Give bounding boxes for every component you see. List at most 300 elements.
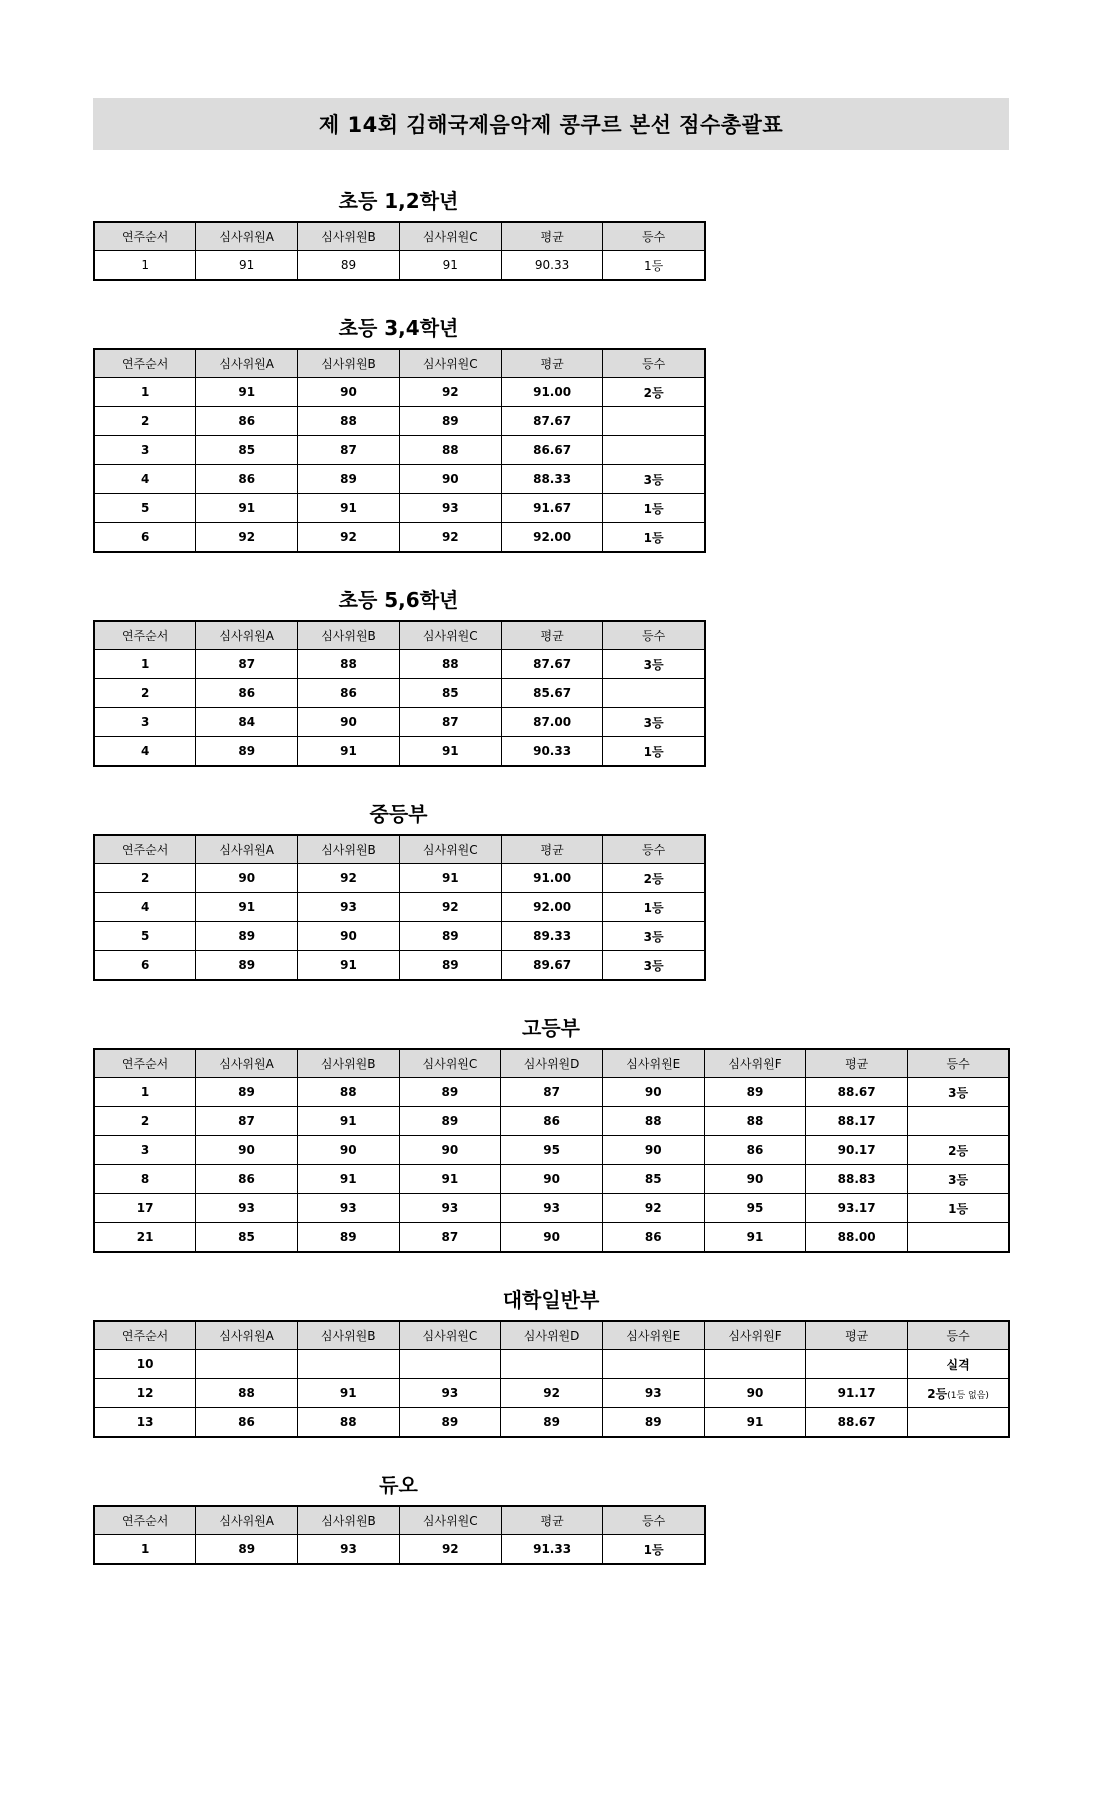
table-cell [196, 436, 298, 465]
table-cell [399, 1223, 501, 1253]
table-cell [501, 407, 603, 436]
cell-value: 92 [543, 1386, 560, 1400]
table-row [94, 679, 705, 708]
cell-value: 86 [238, 472, 256, 486]
cell-value: 86 [238, 686, 256, 700]
sections-container [93, 188, 1009, 1565]
cell-value: 10 [136, 1357, 154, 1371]
cell-value: 3등 [643, 657, 664, 672]
cell-value: 85 [441, 686, 459, 700]
cell-value: 91 [339, 1386, 357, 1400]
table-header-row [94, 1049, 1009, 1078]
column-header: 연주순서 [94, 349, 196, 378]
table-header-row [94, 621, 705, 650]
table-cell [501, 378, 603, 407]
cell-value: 93 [543, 1201, 560, 1215]
table-cell [603, 922, 705, 951]
table-cell [196, 1194, 298, 1223]
cell-value: 93 [340, 1542, 357, 1556]
cell-value: 90 [238, 1143, 255, 1157]
table-cell [196, 1223, 298, 1253]
table-cell [399, 893, 501, 922]
table-cell [196, 708, 298, 737]
table-cell [399, 737, 501, 767]
table-cell [806, 1136, 908, 1165]
cell-value: 1등 [643, 530, 664, 545]
document-title-text: 제 14회 김해국제음악제 콩쿠르 본선 점수총괄표 [318, 113, 784, 137]
table-cell [501, 1350, 603, 1379]
table-cell [399, 1078, 501, 1107]
table-cell [501, 1379, 603, 1408]
table-cell [298, 951, 400, 981]
table-cell [94, 523, 196, 553]
cell-value: 91 [340, 501, 357, 515]
cell-value: 6 [140, 530, 150, 544]
cell-value: 1등 [948, 1201, 969, 1216]
cell-value: 5 [140, 501, 150, 515]
cell-value: 86 [238, 414, 256, 428]
table-cell [399, 1194, 501, 1223]
section-title: 초등 3,4학년 [338, 316, 459, 340]
table-cell [297, 1165, 399, 1194]
cell-value: 90 [340, 385, 357, 399]
table-cell [399, 523, 501, 553]
table-cell [196, 1379, 298, 1408]
table-cell [908, 1223, 1010, 1253]
table-cell [94, 1223, 196, 1253]
table-row [94, 1136, 1009, 1165]
table-header-row [94, 222, 705, 251]
table-cell [399, 407, 501, 436]
column-header: 심사위원A [196, 621, 298, 650]
cell-value: 90 [340, 715, 357, 729]
column-header: 심사위원A [196, 1506, 298, 1535]
cell-value: 89.67 [533, 958, 572, 972]
column-header: 등수 [603, 349, 705, 378]
table-row [94, 893, 705, 922]
table-cell [704, 1136, 806, 1165]
column-header: 심사위원B [298, 835, 400, 864]
cell-value: 2 [140, 1114, 150, 1128]
cell-value: 91 [746, 1230, 764, 1244]
table-cell [501, 679, 603, 708]
column-header: 평균 [501, 222, 603, 251]
table-cell [196, 407, 298, 436]
table-cell [603, 436, 705, 465]
column-header: 심사위원A [196, 349, 298, 378]
table-cell [94, 465, 196, 494]
cell-value: 1등 [643, 744, 664, 759]
cell-value: 86 [340, 686, 357, 700]
table-cell [298, 436, 400, 465]
cell-value: 91 [238, 385, 256, 399]
table-cell [196, 864, 298, 893]
cell-value: 1 [140, 1085, 150, 1099]
column-header: 평균 [501, 621, 603, 650]
cell-value: 6 [140, 958, 150, 972]
section-title: 대학일반부 [502, 1288, 600, 1312]
table-cell [94, 922, 196, 951]
cell-value: 88 [644, 1114, 662, 1128]
cell-value: 2등 [643, 385, 664, 400]
cell-value: 88 [238, 1386, 255, 1400]
table-cell [603, 407, 705, 436]
column-header: 등수 [603, 835, 705, 864]
cell-value: 85 [238, 1230, 255, 1244]
section-5 [93, 1287, 1009, 1438]
cell-value: 90 [340, 929, 357, 943]
cell-value: 17 [136, 1201, 154, 1215]
table-cell [298, 1535, 400, 1565]
table-cell [501, 708, 603, 737]
cell-value: 90 [543, 1230, 560, 1244]
table-cell [501, 1408, 603, 1438]
table-cell [196, 679, 298, 708]
table-row [94, 737, 705, 767]
cell-value: 89 [238, 744, 256, 758]
cell-value: 87.67 [533, 657, 572, 671]
table-row [94, 1535, 705, 1565]
table-cell [603, 679, 705, 708]
table-cell [399, 465, 501, 494]
table-cell [297, 1194, 399, 1223]
cell-value: 실격 [946, 1357, 970, 1372]
table-cell [94, 1136, 196, 1165]
table-header-row [94, 1321, 1009, 1350]
table-cell [298, 378, 400, 407]
cell-value: 3 [140, 1143, 150, 1157]
table-cell [196, 1165, 298, 1194]
cell-value: 91 [441, 871, 459, 885]
table-cell [704, 1165, 806, 1194]
cell-value: 92 [340, 530, 357, 544]
table-row [94, 951, 705, 981]
table-cell [298, 864, 400, 893]
column-header: 평균 [501, 1506, 603, 1535]
cell-value: 89 [238, 1085, 255, 1099]
cell-value: 88 [746, 1114, 764, 1128]
table-row [94, 1350, 1009, 1379]
table-cell [501, 922, 603, 951]
cell-value: 92.00 [533, 530, 572, 544]
cell-value: 1등 [644, 258, 664, 273]
table-cell [298, 708, 400, 737]
table-row [94, 922, 705, 951]
table-cell [94, 864, 196, 893]
column-header: 연주순서 [94, 222, 196, 251]
table-cell [603, 251, 705, 281]
cell-value: 95 [746, 1201, 764, 1215]
cell-value: 90 [644, 1085, 662, 1099]
column-header: 심사위원D [501, 1321, 603, 1350]
table-cell [704, 1223, 806, 1253]
cell-value: 89 [644, 1415, 662, 1429]
cell-value: 89 [340, 472, 357, 486]
table-cell [196, 893, 298, 922]
table-cell [501, 251, 603, 281]
table-cell [501, 1535, 603, 1565]
cell-value: 2등 [948, 1143, 969, 1158]
cell-value: 92 [340, 871, 357, 885]
cell-value: 92.00 [533, 900, 572, 914]
table-cell [602, 1107, 704, 1136]
table-cell [196, 378, 298, 407]
table-row [94, 465, 705, 494]
table-row [94, 1379, 1009, 1408]
table-row [94, 1408, 1009, 1438]
score-table [93, 348, 706, 553]
cell-value: 89 [441, 1114, 459, 1128]
cell-value: 93 [238, 1201, 255, 1215]
cell-value: 87 [340, 443, 357, 457]
cell-value: 89 [340, 258, 357, 272]
table-cell [399, 1107, 501, 1136]
table-cell [297, 1223, 399, 1253]
table-row [94, 1165, 1009, 1194]
column-header: 등수 [603, 621, 705, 650]
table-row [94, 494, 705, 523]
cell-value: 12 [136, 1386, 154, 1400]
table-cell [399, 679, 501, 708]
column-header: 평균 [501, 349, 603, 378]
table-cell [399, 708, 501, 737]
table-cell [908, 1078, 1010, 1107]
table-cell [399, 1350, 501, 1379]
table-cell [399, 951, 501, 981]
cell-value: 3등 [643, 958, 664, 973]
table-row [94, 1223, 1009, 1253]
table-cell [196, 951, 298, 981]
table-cell [94, 650, 196, 679]
cell-value: 91.00 [533, 871, 572, 885]
table-row [94, 407, 705, 436]
column-header: 심사위원C [399, 621, 501, 650]
column-header: 연주순서 [94, 1321, 196, 1350]
table-cell [602, 1408, 704, 1438]
column-header: 연주순서 [94, 835, 196, 864]
cell-value: 93 [441, 1386, 459, 1400]
cell-value: 88.00 [837, 1230, 876, 1244]
cell-value: 4 [140, 744, 150, 758]
column-header: 연주순서 [94, 621, 196, 650]
cell-value: 2 [140, 414, 150, 428]
table-cell [908, 1107, 1010, 1136]
table-cell [196, 1535, 298, 1565]
table-cell [196, 1136, 298, 1165]
table-row [94, 1194, 1009, 1223]
table-cell [298, 922, 400, 951]
table-cell [908, 1408, 1010, 1438]
table-cell [603, 737, 705, 767]
table-cell [399, 494, 501, 523]
score-summary-page [93, 98, 1009, 1565]
cell-value: 90.17 [837, 1143, 876, 1157]
column-header: 등수 [603, 222, 705, 251]
cell-value: 4 [140, 900, 150, 914]
table-cell [806, 1078, 908, 1107]
table-cell [501, 951, 603, 981]
table-cell [501, 494, 603, 523]
table-cell [908, 1136, 1010, 1165]
table-cell [94, 1165, 196, 1194]
table-cell [196, 737, 298, 767]
cell-value: 1등 [643, 501, 664, 516]
cell-value: 90 [238, 871, 256, 885]
cell-value: 3등 [643, 472, 664, 487]
column-header: 심사위원B [298, 349, 400, 378]
table-cell [603, 893, 705, 922]
cell-value: 93 [339, 1201, 357, 1215]
cell-value: 87 [543, 1085, 560, 1099]
table-cell [94, 893, 196, 922]
cell-value: 89 [746, 1085, 764, 1099]
cell-value: 91 [238, 900, 256, 914]
cell-value: 88.67 [837, 1415, 876, 1429]
section-title: 중등부 [369, 802, 428, 826]
cell-value: 89 [238, 1542, 256, 1556]
table-cell [501, 1107, 603, 1136]
table-row [94, 864, 705, 893]
cell-value: 2 [140, 871, 150, 885]
cell-value: 3등 [643, 715, 664, 730]
table-cell [704, 1350, 806, 1379]
table-row [94, 523, 705, 553]
table-cell [298, 679, 400, 708]
table-cell [806, 1194, 908, 1223]
table-cell [399, 1408, 501, 1438]
cell-value: 88.83 [837, 1172, 876, 1186]
table-cell [501, 1223, 603, 1253]
cell-value: 88.17 [837, 1114, 876, 1128]
cell-value: 85 [644, 1172, 662, 1186]
column-header: 심사위원C [399, 1049, 501, 1078]
table-cell [501, 1136, 603, 1165]
table-cell [399, 436, 501, 465]
cell-value: 91 [746, 1415, 764, 1429]
cell-value: 91 [441, 744, 459, 758]
cell-value: 90 [441, 1143, 459, 1157]
cell-value: 87 [238, 657, 256, 671]
cell-value: 85.67 [533, 686, 572, 700]
table-cell [704, 1379, 806, 1408]
column-header: 심사위원D [501, 1049, 603, 1078]
cell-value: 85 [238, 443, 256, 457]
cell-value: 86 [644, 1230, 662, 1244]
table-cell [602, 1194, 704, 1223]
table-cell [806, 1107, 908, 1136]
table-cell [94, 708, 196, 737]
cell-value: 87.00 [533, 715, 572, 729]
table-cell [94, 378, 196, 407]
table-cell [399, 650, 501, 679]
cell-value: 21 [136, 1230, 154, 1244]
table-cell [602, 1165, 704, 1194]
table-cell [908, 1194, 1010, 1223]
table-cell [908, 1165, 1010, 1194]
cell-value: 89 [441, 1085, 459, 1099]
table-cell [196, 1350, 298, 1379]
table-cell [297, 1078, 399, 1107]
cell-value: 87 [441, 1230, 459, 1244]
column-header: 심사위원E [602, 1049, 704, 1078]
cell-value: 88 [339, 1415, 357, 1429]
table-cell [501, 864, 603, 893]
table-cell [501, 436, 603, 465]
table-cell [603, 494, 705, 523]
rank-note: (1등 없음) [947, 1390, 989, 1401]
cell-value: 93.17 [837, 1201, 876, 1215]
cell-value: 86 [238, 1172, 255, 1186]
table-cell [704, 1107, 806, 1136]
column-header: 심사위원A [196, 1049, 298, 1078]
table-cell [196, 251, 298, 281]
column-header: 심사위원B [298, 621, 400, 650]
section-title: 듀오 [379, 1473, 418, 1497]
table-row [94, 378, 705, 407]
column-header: 심사위원F [704, 1049, 806, 1078]
cell-value: 1 [141, 258, 149, 272]
table-cell [298, 251, 400, 281]
table-cell [603, 1535, 705, 1565]
cell-value: 87 [238, 1114, 255, 1128]
cell-value: 92 [441, 385, 459, 399]
column-header: 등수 [603, 1506, 705, 1535]
table-cell [603, 650, 705, 679]
table-cell [94, 1408, 196, 1438]
column-header: 심사위원C [399, 1321, 501, 1350]
column-header: 심사위원C [399, 349, 501, 378]
cell-value: 90 [746, 1386, 764, 1400]
table-cell [603, 951, 705, 981]
cell-value: 93 [441, 501, 459, 515]
table-cell [298, 737, 400, 767]
cell-value: 90 [644, 1143, 662, 1157]
cell-value: 91 [239, 258, 255, 272]
column-header: 심사위원C [399, 835, 501, 864]
section-3 [93, 801, 1009, 981]
cell-value: 2 [140, 686, 150, 700]
section-title: 초등 1,2학년 [338, 189, 459, 213]
table-cell [806, 1223, 908, 1253]
cell-value: 91 [340, 744, 357, 758]
column-header: 심사위원C [399, 1506, 501, 1535]
table-cell [94, 679, 196, 708]
cell-value: 92 [441, 900, 459, 914]
section-2 [93, 587, 1009, 767]
table-cell [602, 1350, 704, 1379]
table-cell [298, 494, 400, 523]
cell-value: 92 [238, 530, 256, 544]
table-cell [908, 1379, 1010, 1408]
column-header: 연주순서 [94, 1506, 196, 1535]
cell-value: 93 [644, 1386, 662, 1400]
table-row [94, 436, 705, 465]
table-cell [298, 407, 400, 436]
table-cell [399, 251, 501, 281]
section-4 [93, 1015, 1009, 1253]
table-cell [297, 1379, 399, 1408]
cell-value: 93 [441, 1201, 459, 1215]
table-cell [298, 650, 400, 679]
table-header-row [94, 835, 705, 864]
cell-value: 90.33 [533, 744, 572, 758]
table-cell [94, 407, 196, 436]
table-cell [94, 1535, 196, 1565]
cell-value: 91.67 [533, 501, 572, 515]
table-cell [704, 1194, 806, 1223]
table-cell [603, 465, 705, 494]
cell-value: 90 [543, 1172, 560, 1186]
